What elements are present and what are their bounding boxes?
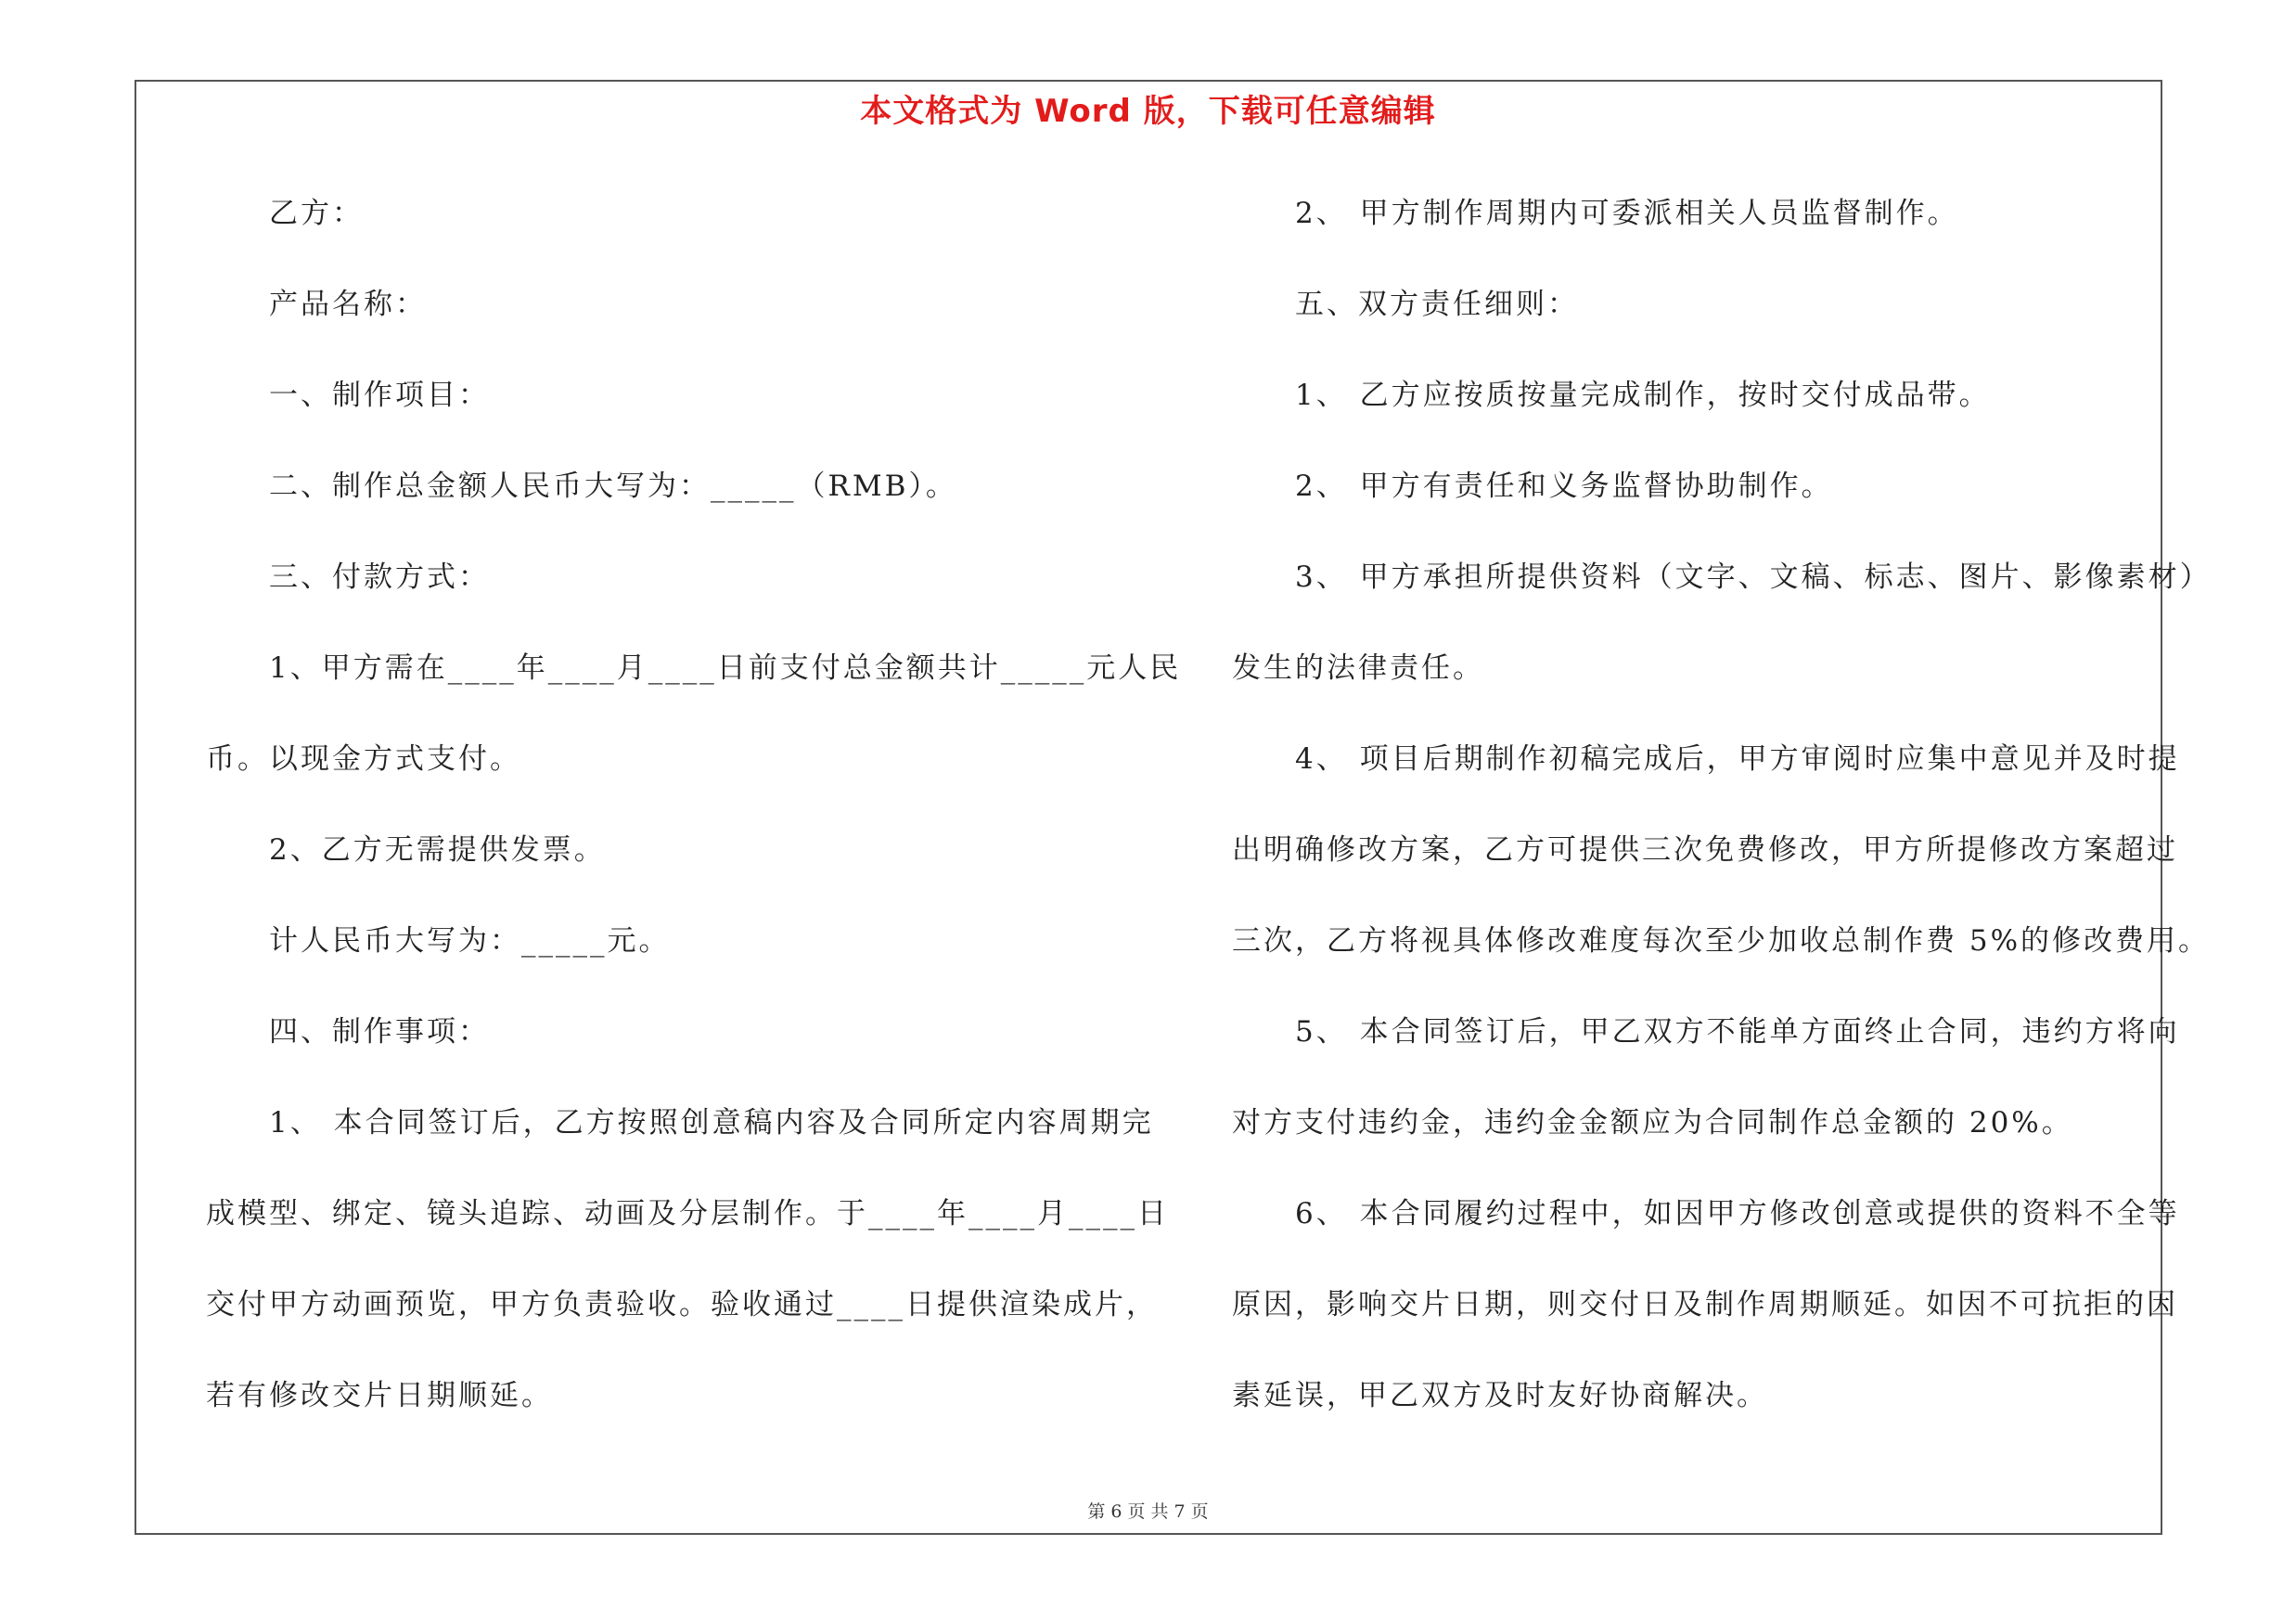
paragraph-line: 二、制作总金额人民币大写为：_____（RMB）。 xyxy=(269,470,957,503)
paragraph-line: 原因，影响交片日期，则交付日及制作周期顺延。如因不可抗拒的因 xyxy=(1232,1288,2178,1321)
paragraph-line: 发生的法律责任。 xyxy=(1232,651,1484,685)
left-column xyxy=(206,189,1182,1462)
paragraph-line: 5、 本合同签订后，甲乙双方不能单方面终止合同，违约方将向 xyxy=(1295,1015,2180,1049)
paragraph-line: 2、 甲方制作周期内可委派相关人员监督制作。 xyxy=(1295,197,1959,230)
paragraph-line: 币。以现金方式支付。 xyxy=(206,742,521,776)
paragraph-line: 6、 本合同履约过程中，如因甲方修改创意或提供的资料不全等 xyxy=(1295,1197,2180,1230)
paragraph-line: 一、制作项目： xyxy=(269,379,490,412)
paragraph-line: 三、付款方式： xyxy=(269,560,490,594)
paragraph-line: 素延误，甲乙双方及时友好协商解决。 xyxy=(1232,1379,1768,1412)
right-column xyxy=(1232,189,2212,1462)
word-format-banner: 本文格式为 Word 版，下载可任意编辑 xyxy=(860,93,1436,130)
paragraph-line: 五、双方责任细则： xyxy=(1295,288,1579,321)
paragraph-line: 乙方： xyxy=(269,197,364,230)
paragraph-line: 四、制作事项： xyxy=(269,1015,490,1049)
paragraph-line: 出明确修改方案，乙方可提供三次免费修改，甲方所提修改方案超过 xyxy=(1232,833,2178,867)
paragraph-line: 3、 甲方承担所提供资料（文字、文稿、标志、图片、影像素材） xyxy=(1295,560,2212,594)
paragraph-line: 产品名称： xyxy=(269,288,427,321)
paragraph-line: 成模型、绑定、镜头追踪、动画及分层制作。于____年____月____日 xyxy=(206,1197,1169,1230)
paragraph-line: 4、 项目后期制作初稿完成后，甲方审阅时应集中意见并及时提 xyxy=(1295,742,2180,776)
paragraph-line: 2、乙方无需提供发票。 xyxy=(269,833,606,867)
paragraph-line: 1、甲方需在____年____月____日前支付总金额共计_____元人民 xyxy=(269,651,1182,685)
paragraph-line: 三次，乙方将视具体修改难度每次至少加收总制作费 5%的修改费用。 xyxy=(1232,924,2211,958)
paragraph-line: 交付甲方动画预览，甲方负责验收。验收通过____日提供渲染成片， xyxy=(206,1288,1158,1321)
paragraph-line: 2、 甲方有责任和义务监督协助制作。 xyxy=(1295,470,1833,503)
page-number-footer: 第 6 页 共 7 页 xyxy=(1087,1501,1209,1522)
paragraph-line: 1、 本合同签订后，乙方按照创意稿内容及合同所定内容周期完 xyxy=(269,1106,1154,1140)
paragraph-line: 若有修改交片日期顺延。 xyxy=(206,1379,553,1412)
paragraph-line: 1、 乙方应按质按量完成制作，按时交付成品带。 xyxy=(1295,379,1991,412)
paragraph-line: 对方支付违约金，违约金金额应为合同制作总金额的 20%。 xyxy=(1232,1106,2073,1140)
paragraph-line: 计人民币大写为：_____元。 xyxy=(269,924,671,958)
